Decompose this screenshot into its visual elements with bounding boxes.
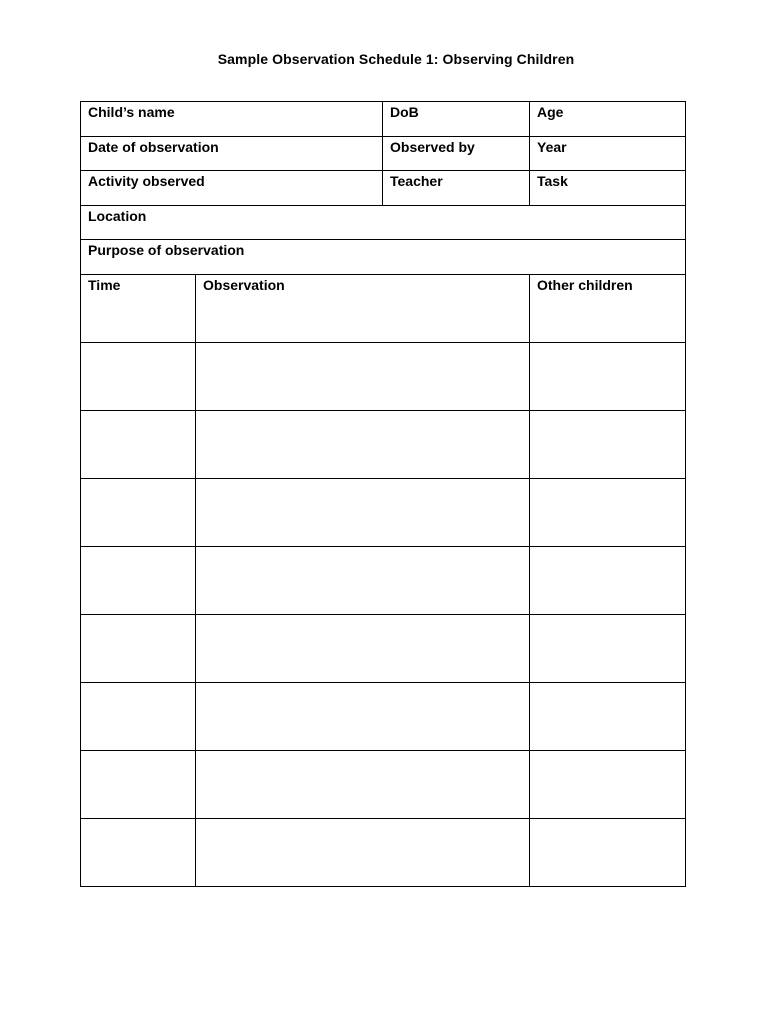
observation-column-header[interactable]: Observation bbox=[196, 274, 530, 342]
form-row-activity bbox=[81, 171, 686, 206]
observation-cell[interactable] bbox=[196, 546, 530, 614]
document-title: Sample Observation Schedule 1: Observing Children bbox=[217, 51, 575, 67]
observation-cell[interactable] bbox=[196, 614, 530, 682]
location-field[interactable]: Location bbox=[81, 205, 686, 240]
other-children-cell[interactable] bbox=[530, 478, 686, 546]
other-children-cell[interactable] bbox=[530, 614, 686, 682]
time-cell[interactable] bbox=[81, 342, 196, 410]
activity-observed-field[interactable]: Activity observed bbox=[81, 171, 383, 206]
other-children-cell[interactable] bbox=[530, 682, 686, 750]
table-row bbox=[81, 546, 686, 614]
other-children-column-header[interactable]: Other children bbox=[530, 274, 686, 342]
purpose-field[interactable]: Purpose of observation bbox=[81, 240, 686, 275]
observation-form-table bbox=[80, 101, 686, 887]
form-row-date bbox=[81, 136, 686, 171]
table-row bbox=[81, 818, 686, 886]
time-cell[interactable] bbox=[81, 410, 196, 478]
year-field[interactable]: Year bbox=[530, 136, 686, 171]
table-row bbox=[81, 410, 686, 478]
table-row bbox=[81, 682, 686, 750]
table-row bbox=[81, 750, 686, 818]
observation-cell[interactable] bbox=[196, 682, 530, 750]
time-cell[interactable] bbox=[81, 818, 196, 886]
observation-cell[interactable] bbox=[196, 818, 530, 886]
observation-cell[interactable] bbox=[196, 478, 530, 546]
time-cell[interactable] bbox=[81, 614, 196, 682]
observation-cell[interactable] bbox=[196, 750, 530, 818]
observed-by-field[interactable]: Observed by bbox=[383, 136, 530, 171]
observation-header-row bbox=[81, 274, 686, 342]
other-children-cell[interactable] bbox=[530, 818, 686, 886]
observation-cell[interactable] bbox=[196, 410, 530, 478]
other-children-cell[interactable] bbox=[530, 546, 686, 614]
form-row-child bbox=[81, 102, 686, 137]
date-of-observation-field[interactable]: Date of observation bbox=[81, 136, 383, 171]
table-row bbox=[81, 478, 686, 546]
time-cell[interactable] bbox=[81, 478, 196, 546]
table-row bbox=[81, 614, 686, 682]
other-children-cell[interactable] bbox=[530, 750, 686, 818]
time-column-header[interactable]: Time bbox=[81, 274, 196, 342]
form-row-purpose bbox=[81, 240, 686, 275]
teacher-field[interactable]: Teacher bbox=[383, 171, 530, 206]
table-row bbox=[81, 342, 686, 410]
task-field[interactable]: Task bbox=[530, 171, 686, 206]
form-row-location bbox=[81, 205, 686, 240]
dob-field[interactable]: DoB bbox=[383, 102, 530, 137]
childs-name-field[interactable]: Child’s name bbox=[81, 102, 383, 137]
time-cell[interactable] bbox=[81, 546, 196, 614]
other-children-cell[interactable] bbox=[530, 410, 686, 478]
observation-cell[interactable] bbox=[196, 342, 530, 410]
age-field[interactable]: Age bbox=[530, 102, 686, 137]
time-cell[interactable] bbox=[81, 750, 196, 818]
time-cell[interactable] bbox=[81, 682, 196, 750]
other-children-cell[interactable] bbox=[530, 342, 686, 410]
